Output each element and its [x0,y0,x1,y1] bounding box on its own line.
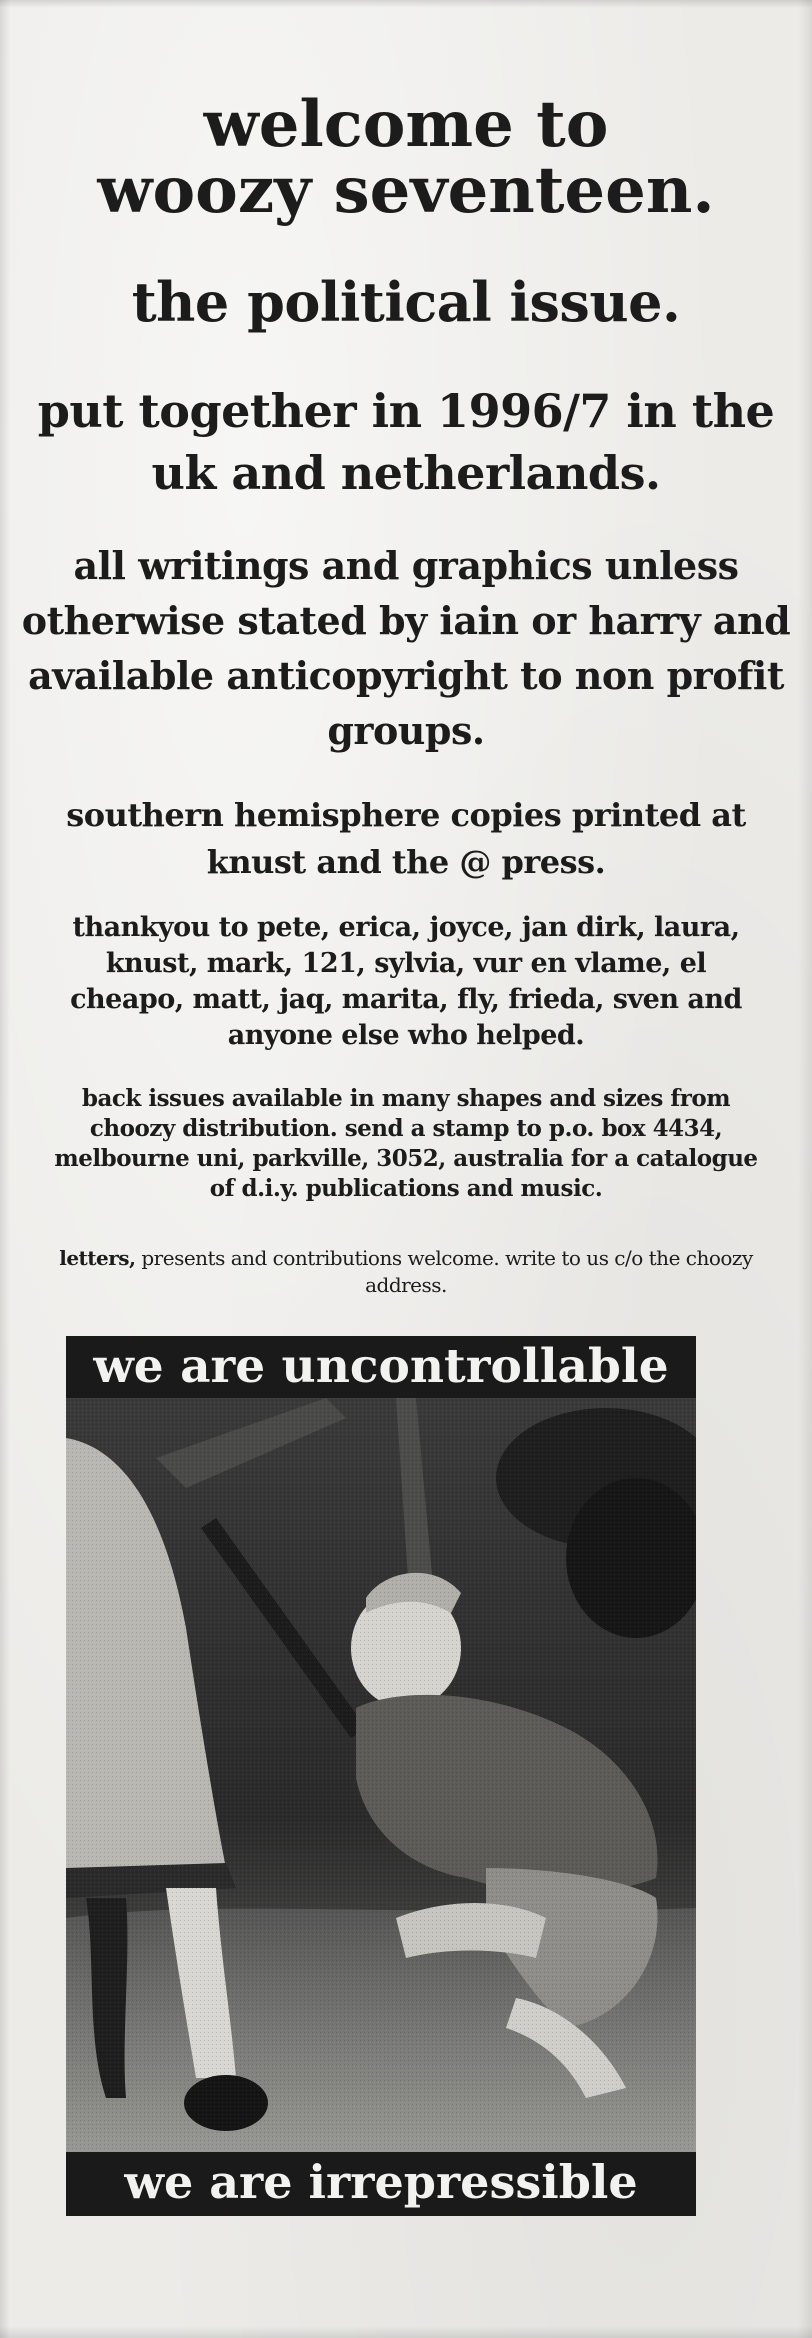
poster-photo [66,1398,696,2160]
title-line-2: woozy seventeen. [97,153,715,228]
letters-rest: presents and contributions welcome. write to us c/o the choozy address. [141,1246,753,1297]
letters-lead: letters, [59,1246,136,1270]
page-title [0,87,812,228]
page-fold-shadow [798,0,812,2338]
production-note: put together in 1996/7 in the uk and netherlands. [37,384,775,500]
letters-note [26,1245,786,1299]
copyright-note: all writings and graphics unless otherwise stated by iain or harry and available anticopyright to non profit groups. [21,543,791,753]
poster [66,1336,696,2216]
issue-subtitle: the political issue. [131,270,681,334]
poster-top-banner: we are uncontrollable [66,1336,696,1398]
back-issues-note: back issues available in many shapes and sizes from choozy distribution. send a stamp to p.o. box 4434, melbourne uni, parkville, 3052, australia for a catalogue of d.i.y. publications and music. [54,1085,758,1202]
page-bottom-shadow [0,2326,812,2338]
title-line-1: welcome to [203,87,609,162]
poster-bottom-banner: we are irrepressible [66,2152,696,2216]
printing-note: southern hemisphere copies printed at knust and the @ press. [66,796,746,881]
photo-illustration [66,1398,696,2160]
thanks-note: thankyou to pete, erica, joyce, jan dirk, laura, knust, mark, 121, sylvia, vur en vlame, el cheapo, matt, jaq, marita, fly, frieda, sven and anyone else who helped. [70,912,742,1051]
